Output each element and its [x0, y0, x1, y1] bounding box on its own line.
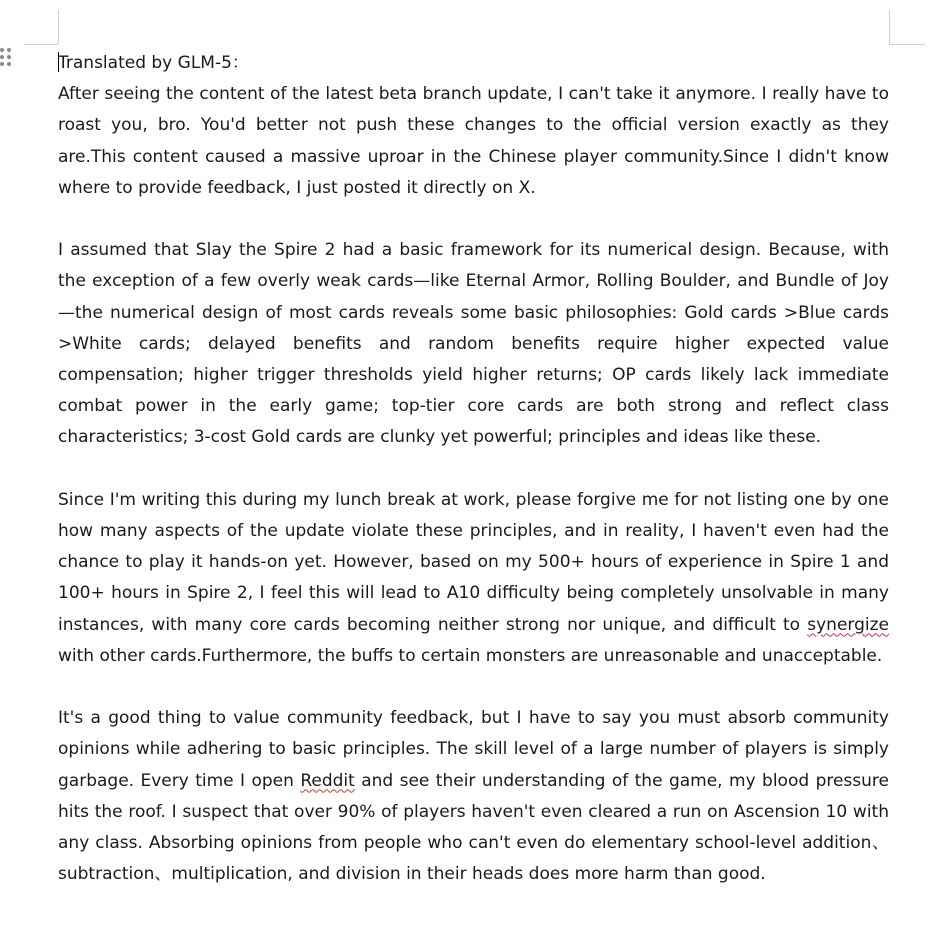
page-corner-mark-top-left-vertical — [58, 10, 59, 44]
document-body[interactable] — [58, 48, 889, 890]
page-corner-mark-top-right-vertical — [889, 10, 890, 44]
page-corner-mark-top-right-horizontal — [889, 44, 925, 45]
paragraph-spacer — [58, 454, 889, 485]
paragraph-1: After seeing the content of the latest beta branch update, I can't take it anymore. I really have to roast you, bro. You'd better not push these changes to the official version exactly as they are.This content caused a massive uproar in the Chinese player community.Since I didn't know where to provide feedback, I just posted it directly on X. — [58, 84, 889, 198]
spellcheck-flagged-word[interactable]: Reddit — [300, 770, 355, 791]
paragraph-spacer — [58, 672, 889, 703]
paragraph-spacer — [58, 204, 889, 235]
page-corner-mark-top-left-horizontal — [24, 44, 58, 45]
spellcheck-flagged-word[interactable]: synergize — [807, 614, 889, 635]
paragraph-4: It's a good thing to value community feedback, but I have to say you must absorb community opinions while adhering to basic principles. The skill level of a large number of players is simply garbage. Every time I open Reddit and see their understanding of the game, my blood pressure hits the roof. I suspect that over 90% of players haven't even cleared a run on Ascension 10 with any class. Absorbing opinions from people who can't even do elementary school-level addition、subtraction、multiplication, and division in their heads does more harm than good. — [58, 708, 889, 885]
document-heading: Translated by GLM-5： — [58, 53, 249, 73]
paragraph-2: I assumed that Slay the Spire 2 had a basic framework for its numerical design. Because, with the exception of a few overly weak cards—like Eternal Armor, Rolling Boulder, and Bundle of Joy—the numerical design of most cards reveals some basic philosophies: Gold cards >Blue cards >White cards; delayed benefits and random benefits require higher expected value compensation; higher trigger thresholds yield higher returns; OP cards likely lack immediate combat power in the early game; top-tier core cards are both strong and reflect class characteristics; 3-cost Gold cards are clunky yet powerful; principles and ideas like these. — [58, 240, 889, 448]
drag-handle-icon[interactable] — [0, 48, 12, 70]
paragraph-3: Since I'm writing this during my lunch break at work, please forgive me for not listing one by one how many aspects of the update violate these principles, and in reality, I haven't even had the chance to play it hands-on yet. However, based on my 500+ hours of experience in Spire 1 and 100+ hours in Spire 2, I feel this will lead to A10 difficulty being completely unsolvable in many instances, with many core cards becoming neither strong nor unique, and difficult to synergize with other cards.Furthermore, the buffs to certain monsters are unreasonable and unacceptable. — [58, 489, 889, 666]
